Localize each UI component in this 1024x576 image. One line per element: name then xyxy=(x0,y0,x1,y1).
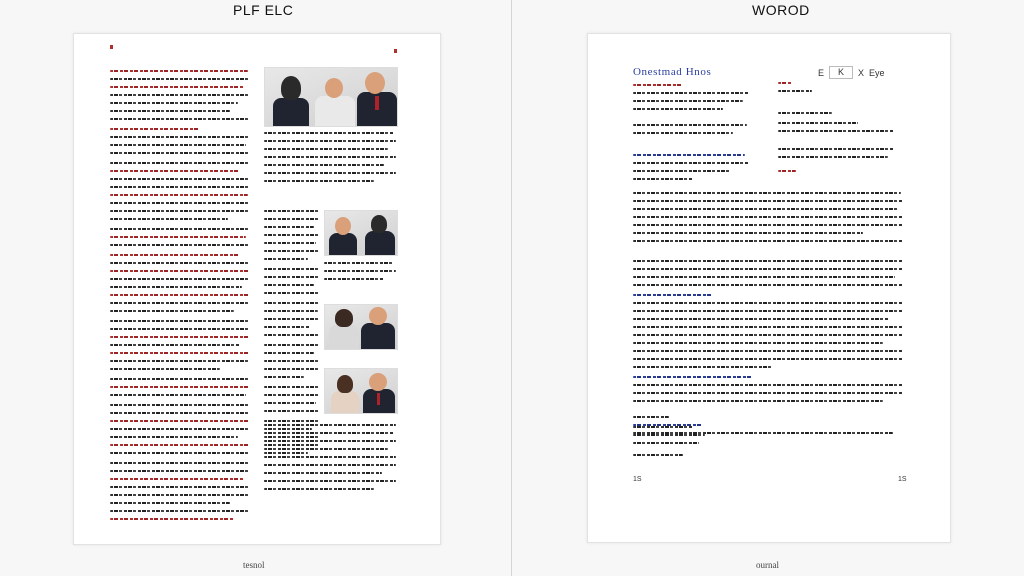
pdf-page[interactable] xyxy=(73,33,441,545)
close-icon[interactable]: X xyxy=(858,67,865,78)
panel-divider xyxy=(511,0,512,576)
word-footer-text xyxy=(633,416,753,476)
document-toolbar xyxy=(818,66,885,79)
pdf-text-column-right-bottom xyxy=(324,262,396,292)
page-number: 1S xyxy=(633,476,642,483)
page-corner-mark xyxy=(394,49,397,53)
photo-handshake xyxy=(324,210,398,256)
left-panel-title: PLF ELC xyxy=(233,2,294,18)
word-text-right-column xyxy=(778,82,898,172)
pdf-text-column-right-top xyxy=(264,132,396,192)
pdf-text-column-bottom xyxy=(264,424,396,504)
toolbar-item-eye[interactable]: Eye xyxy=(869,67,885,78)
word-body-text xyxy=(633,192,903,452)
right-panel-title: WOROD xyxy=(752,2,810,18)
photo-business-people xyxy=(264,67,398,127)
left-panel-footer: tesnol xyxy=(243,560,265,570)
photo-meeting xyxy=(324,304,398,350)
toolbar-item-e[interactable]: E xyxy=(818,67,825,78)
page-corner-mark xyxy=(110,45,113,49)
toolbar-dropdown[interactable]: K xyxy=(829,66,853,79)
photo-colleagues xyxy=(324,368,398,414)
right-panel-footer: ournal xyxy=(756,560,779,570)
page-number: 1S xyxy=(898,476,907,483)
word-page[interactable] xyxy=(587,33,951,543)
word-text-left-column xyxy=(633,84,753,194)
pdf-text-column-left xyxy=(110,70,250,530)
document-heading: Onestmad Hnos xyxy=(633,66,712,78)
